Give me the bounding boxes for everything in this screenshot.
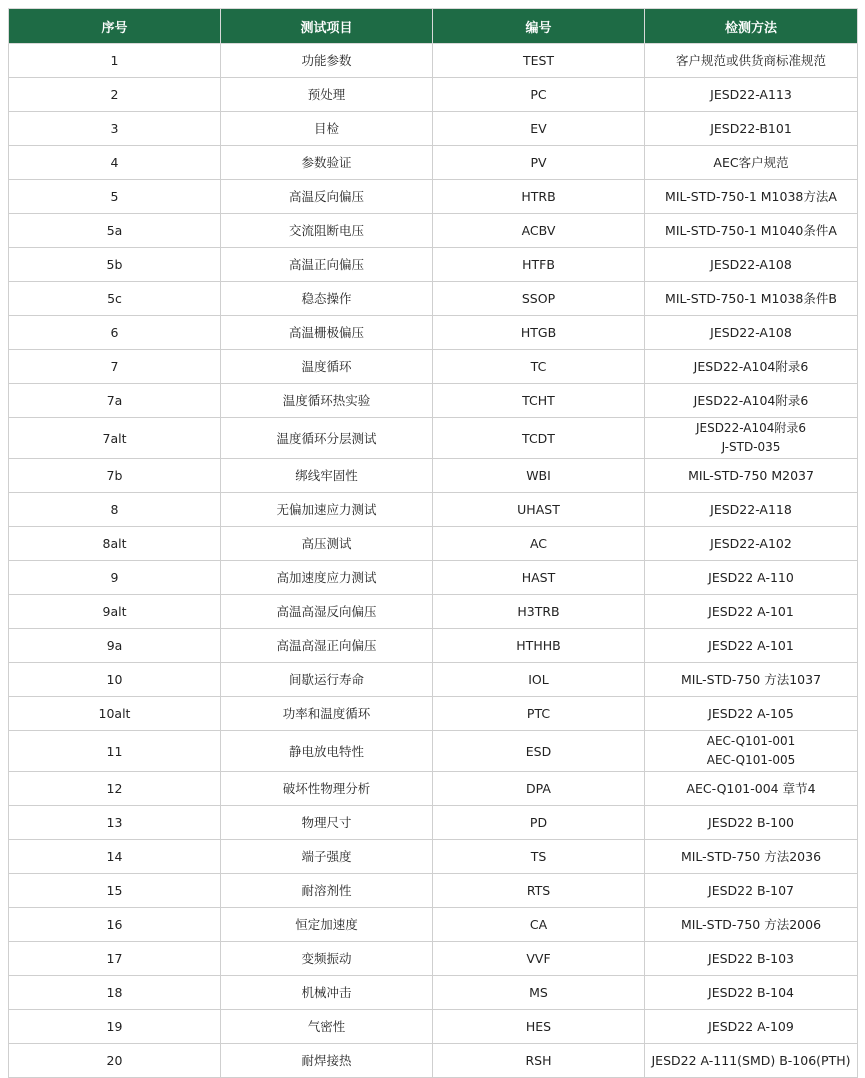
code-cell: VVF xyxy=(433,942,645,976)
table-row xyxy=(9,493,858,527)
test-method-cell xyxy=(645,663,858,697)
code-cell: TCHT xyxy=(433,384,645,418)
serial-number-cell: 11 xyxy=(9,731,221,772)
serial-number-cell: 5a xyxy=(9,214,221,248)
test-method-line: J-STD-035 xyxy=(721,440,781,454)
test-method-line: MIL-STD-750 方法2006 xyxy=(680,917,822,932)
test-item-cell: 高温高湿正向偏压 xyxy=(221,629,433,663)
test-item-cell: 端子强度 xyxy=(221,840,433,874)
test-method-line: JESD22-A118 xyxy=(710,502,792,517)
table-row xyxy=(9,44,858,78)
header-serial-number: 序号 xyxy=(9,9,221,44)
test-method-cell xyxy=(645,282,858,316)
test-method-line: JESD22 B-103 xyxy=(708,951,794,966)
table-row xyxy=(9,976,858,1010)
table-row xyxy=(9,112,858,146)
code-cell: MS xyxy=(433,976,645,1010)
test-method-cell xyxy=(645,112,858,146)
test-method-cell xyxy=(645,561,858,595)
test-method-line: 客户规范或供货商标准规范 xyxy=(675,53,826,68)
serial-number-cell: 15 xyxy=(9,874,221,908)
test-method-line: JESD22-B101 xyxy=(710,121,792,136)
test-method-line: JESD22-A104附录6 xyxy=(695,421,807,435)
test-method-cell xyxy=(645,697,858,731)
table-row xyxy=(9,418,858,459)
test-method-cell xyxy=(645,908,858,942)
test-item-cell: 参数验证 xyxy=(221,146,433,180)
code-cell: RSH xyxy=(433,1044,645,1078)
code-cell: DPA xyxy=(433,772,645,806)
serial-number-cell: 6 xyxy=(9,316,221,350)
code-cell: CA xyxy=(433,908,645,942)
table-row xyxy=(9,697,858,731)
test-item-cell: 高温高湿反向偏压 xyxy=(221,595,433,629)
test-item-cell: 目检 xyxy=(221,112,433,146)
test-method-cell xyxy=(645,180,858,214)
code-cell: ACBV xyxy=(433,214,645,248)
serial-number-cell: 7a xyxy=(9,384,221,418)
table-row xyxy=(9,1044,858,1078)
code-cell: WBI xyxy=(433,459,645,493)
test-method-line: MIL-STD-750 M2037 xyxy=(688,468,814,483)
test-item-cell: 耐焊接热 xyxy=(221,1044,433,1078)
test-item-cell: 功能参数 xyxy=(221,44,433,78)
serial-number-cell: 13 xyxy=(9,806,221,840)
test-item-cell: 耐溶剂性 xyxy=(221,874,433,908)
test-method-line: JESD22-A104附录6 xyxy=(693,359,809,374)
table-row xyxy=(9,772,858,806)
code-cell: AC xyxy=(433,527,645,561)
test-item-cell: 功率和温度循环 xyxy=(221,697,433,731)
serial-number-cell: 16 xyxy=(9,908,221,942)
test-method-cell xyxy=(645,316,858,350)
test-item-cell: 高加速度应力测试 xyxy=(221,561,433,595)
test-method-line: JESD22 A-110 xyxy=(708,570,794,585)
serial-number-cell: 19 xyxy=(9,1010,221,1044)
test-method-line: JESD22-A102 xyxy=(710,536,792,551)
test-item-cell: 高温栅极偏压 xyxy=(221,316,433,350)
test-method-cell xyxy=(645,459,858,493)
test-method-line: MIL-STD-750 方法1037 xyxy=(680,672,822,687)
test-method-cell xyxy=(645,214,858,248)
code-cell: TS xyxy=(433,840,645,874)
test-item-cell: 高温反向偏压 xyxy=(221,180,433,214)
table-row xyxy=(9,180,858,214)
test-item-cell: 物理尺寸 xyxy=(221,806,433,840)
test-item-cell: 静电放电特性 xyxy=(221,731,433,772)
test-method-cell xyxy=(645,384,858,418)
header-test-method: 检测方法 xyxy=(645,9,858,44)
test-method-cell xyxy=(645,493,858,527)
table-row xyxy=(9,840,858,874)
code-cell: PD xyxy=(433,806,645,840)
code-cell: UHAST xyxy=(433,493,645,527)
test-item-cell: 无偏加速应力测试 xyxy=(221,493,433,527)
serial-number-cell: 3 xyxy=(9,112,221,146)
test-method-cell xyxy=(645,350,858,384)
serial-number-cell: 5 xyxy=(9,180,221,214)
test-method-line: MIL-STD-750-1 M1038方法A xyxy=(665,189,837,204)
code-cell: SSOP xyxy=(433,282,645,316)
table-row xyxy=(9,384,858,418)
serial-number-cell: 7b xyxy=(9,459,221,493)
code-cell: HTFB xyxy=(433,248,645,282)
code-cell: TCDT xyxy=(433,418,645,459)
code-cell: RTS xyxy=(433,874,645,908)
serial-number-cell: 10 xyxy=(9,663,221,697)
table-header-row xyxy=(9,9,858,44)
table-row xyxy=(9,1010,858,1044)
test-items-table xyxy=(8,8,858,1078)
table-row xyxy=(9,350,858,384)
test-method-line: MIL-STD-750-1 M1038条件B xyxy=(665,291,837,306)
test-item-cell: 破坏性物理分析 xyxy=(221,772,433,806)
test-method-cell xyxy=(645,78,858,112)
test-item-cell: 恒定加速度 xyxy=(221,908,433,942)
test-method-cell xyxy=(645,840,858,874)
table-row xyxy=(9,806,858,840)
test-method-line: JESD22-A108 xyxy=(710,325,792,340)
test-method-line: JESD22 B-107 xyxy=(708,883,794,898)
table-row xyxy=(9,459,858,493)
test-method-line: JESD22 A-111(SMD) B-106(PTH) xyxy=(651,1053,851,1068)
header-test-item: 测试项目 xyxy=(221,9,433,44)
table-row xyxy=(9,282,858,316)
table-body xyxy=(9,44,858,1078)
code-cell: IOL xyxy=(433,663,645,697)
test-method-cell xyxy=(645,527,858,561)
test-item-cell: 机械冲击 xyxy=(221,976,433,1010)
code-cell: EV xyxy=(433,112,645,146)
test-method-line: MIL-STD-750 方法2036 xyxy=(680,849,822,864)
test-method-line: JESD22-A113 xyxy=(710,87,792,102)
test-method-line: JESD22 A-109 xyxy=(708,1019,794,1034)
serial-number-cell: 12 xyxy=(9,772,221,806)
code-cell: HTHHB xyxy=(433,629,645,663)
code-cell: PV xyxy=(433,146,645,180)
table-row xyxy=(9,942,858,976)
serial-number-cell: 9 xyxy=(9,561,221,595)
test-item-cell: 温度循环 xyxy=(221,350,433,384)
test-method-line: JESD22-A104附录6 xyxy=(693,393,809,408)
serial-number-cell: 5c xyxy=(9,282,221,316)
table-row xyxy=(9,629,858,663)
test-method-cell xyxy=(645,942,858,976)
test-method-line: JESD22 B-104 xyxy=(708,985,794,1000)
test-item-cell: 高压测试 xyxy=(221,527,433,561)
serial-number-cell: 4 xyxy=(9,146,221,180)
test-method-cell xyxy=(645,976,858,1010)
test-method-line: JESD22-A108 xyxy=(710,257,792,272)
code-cell: HTRB xyxy=(433,180,645,214)
test-method-line: AEC客户规范 xyxy=(713,155,789,170)
test-item-cell: 变频振动 xyxy=(221,942,433,976)
serial-number-cell: 7alt xyxy=(9,418,221,459)
code-cell: PC xyxy=(433,78,645,112)
table-row xyxy=(9,561,858,595)
test-method-cell xyxy=(645,44,858,78)
test-method-line: MIL-STD-750-1 M1040条件A xyxy=(665,223,837,238)
table-row xyxy=(9,908,858,942)
table-row xyxy=(9,874,858,908)
code-cell: ESD xyxy=(433,731,645,772)
serial-number-cell: 5b xyxy=(9,248,221,282)
serial-number-cell: 18 xyxy=(9,976,221,1010)
test-method-line: JESD22 A-101 xyxy=(708,638,794,653)
table-row xyxy=(9,595,858,629)
table-row xyxy=(9,731,858,772)
code-cell: HAST xyxy=(433,561,645,595)
table-row xyxy=(9,663,858,697)
serial-number-cell: 9alt xyxy=(9,595,221,629)
table-row xyxy=(9,316,858,350)
table-row xyxy=(9,214,858,248)
serial-number-cell: 17 xyxy=(9,942,221,976)
test-method-cell xyxy=(645,772,858,806)
serial-number-cell: 10alt xyxy=(9,697,221,731)
test-method-line: AEC-Q101-001 xyxy=(706,734,796,748)
test-item-cell: 气密性 xyxy=(221,1010,433,1044)
table-row xyxy=(9,146,858,180)
test-method-cell xyxy=(645,874,858,908)
test-method-cell xyxy=(645,629,858,663)
header-code: 编号 xyxy=(433,9,645,44)
test-method-line: JESD22 A-105 xyxy=(708,706,794,721)
test-method-cell xyxy=(645,731,858,772)
test-item-cell: 绑线牢固性 xyxy=(221,459,433,493)
test-item-cell: 交流阻断电压 xyxy=(221,214,433,248)
code-cell: H3TRB xyxy=(433,595,645,629)
test-method-cell xyxy=(645,248,858,282)
serial-number-cell: 7 xyxy=(9,350,221,384)
test-method-cell xyxy=(645,1010,858,1044)
code-cell: HES xyxy=(433,1010,645,1044)
test-method-cell xyxy=(645,418,858,459)
test-method-line: AEC-Q101-004 章节4 xyxy=(686,781,816,796)
test-method-cell xyxy=(645,1044,858,1078)
test-item-cell: 温度循环分层测试 xyxy=(221,418,433,459)
test-item-cell: 温度循环热实验 xyxy=(221,384,433,418)
serial-number-cell: 2 xyxy=(9,78,221,112)
table-row xyxy=(9,248,858,282)
serial-number-cell: 14 xyxy=(9,840,221,874)
test-method-line: JESD22 A-101 xyxy=(708,604,794,619)
code-cell: TC xyxy=(433,350,645,384)
serial-number-cell: 1 xyxy=(9,44,221,78)
test-item-cell: 预处理 xyxy=(221,78,433,112)
test-method-cell xyxy=(645,146,858,180)
serial-number-cell: 8 xyxy=(9,493,221,527)
serial-number-cell: 20 xyxy=(9,1044,221,1078)
table-row xyxy=(9,78,858,112)
test-method-line: JESD22 B-100 xyxy=(708,815,794,830)
test-method-line: AEC-Q101-005 xyxy=(706,753,796,767)
code-cell: HTGB xyxy=(433,316,645,350)
serial-number-cell: 8alt xyxy=(9,527,221,561)
test-item-cell: 高温正向偏压 xyxy=(221,248,433,282)
test-item-cell: 稳态操作 xyxy=(221,282,433,316)
code-cell: PTC xyxy=(433,697,645,731)
code-cell: TEST xyxy=(433,44,645,78)
serial-number-cell: 9a xyxy=(9,629,221,663)
test-method-cell xyxy=(645,595,858,629)
table-row xyxy=(9,527,858,561)
test-item-cell: 间歇运行寿命 xyxy=(221,663,433,697)
test-method-cell xyxy=(645,806,858,840)
